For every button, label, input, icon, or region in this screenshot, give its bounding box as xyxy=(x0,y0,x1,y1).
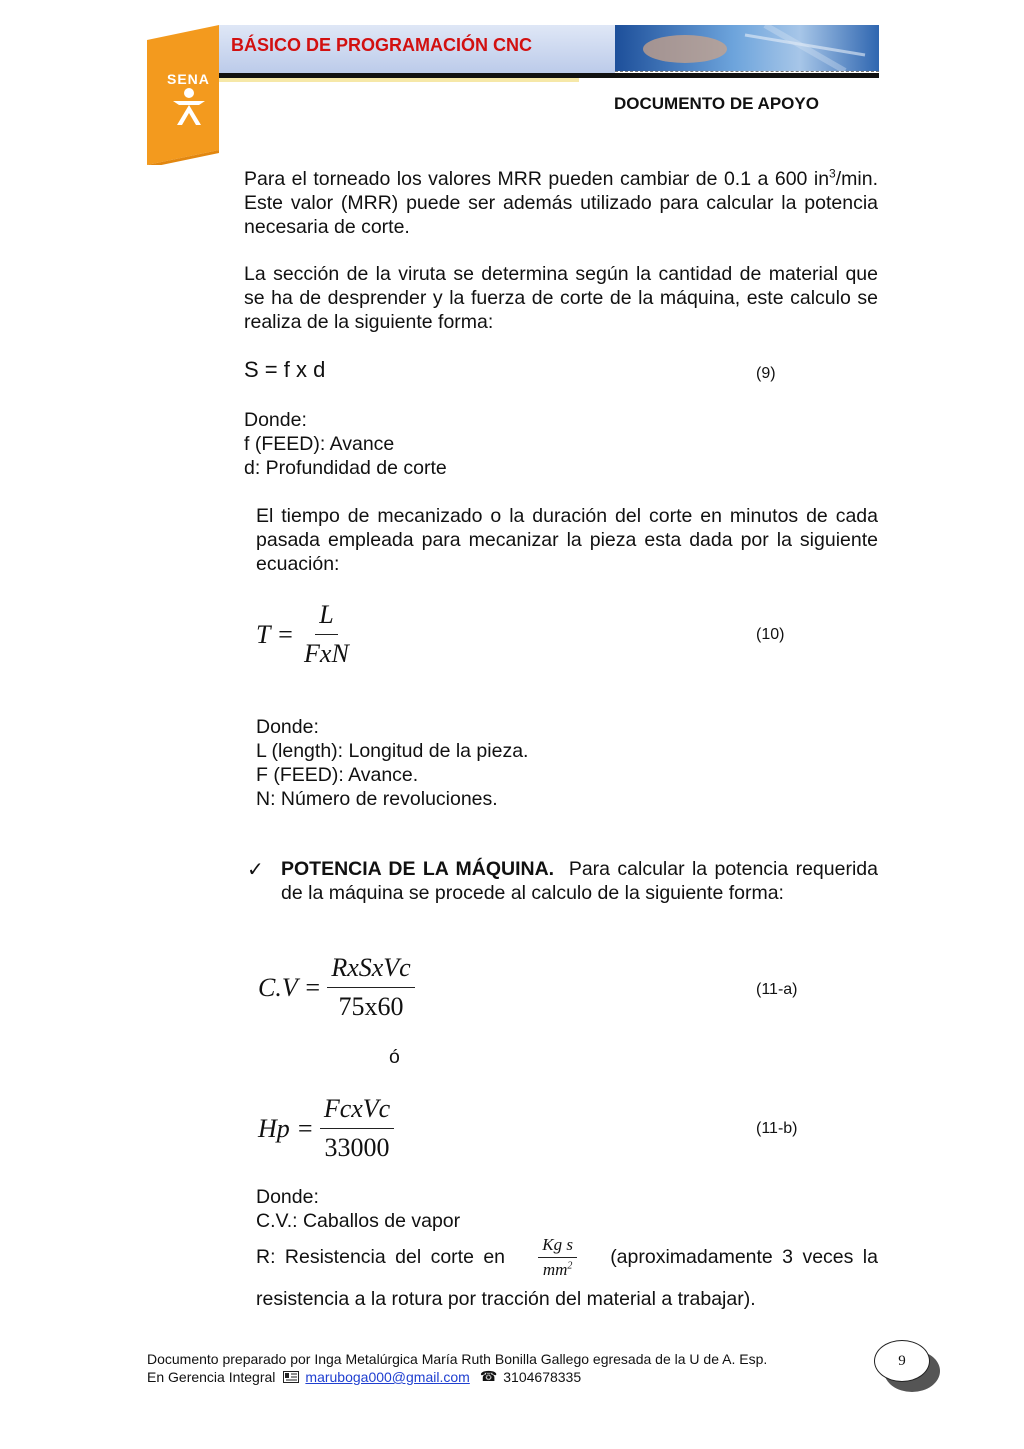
equation-10-numerator: L xyxy=(315,600,337,635)
resistance-unit-numerator: Kg s xyxy=(538,1235,577,1258)
equation-11a xyxy=(258,953,415,1022)
definition-feed-2: F (FEED): Avance. xyxy=(256,764,419,786)
equation-11b-fraction xyxy=(320,1094,394,1163)
footer-line-2 xyxy=(147,1369,581,1385)
equation-11a-numerator: RxSxVc xyxy=(327,953,414,988)
header-yellow-band xyxy=(219,78,579,82)
page-number: 9 xyxy=(898,1352,906,1369)
equation-11b xyxy=(258,1094,394,1163)
paragraph-machine-power: POTENCIA DE LA MÁQUINA. Para calcular la potencia requerida de la máquina se procede al calculo de la siguiente forma: xyxy=(281,858,878,904)
machine-power-heading: POTENCIA DE LA MÁQUINA. xyxy=(281,858,555,880)
equation-11a-number: (11-a) xyxy=(756,981,798,998)
document-subtitle: DOCUMENTO DE APOYO xyxy=(614,94,819,113)
definition-feed: f (FEED): Avance xyxy=(244,433,395,455)
equation-10-denominator: FxN xyxy=(304,639,349,668)
equation-10-fraction xyxy=(300,600,353,669)
equation-11b-lhs: Hp = xyxy=(258,1113,314,1143)
donde-label-3: Donde: xyxy=(256,1186,319,1208)
or-connector: ó xyxy=(389,1046,400,1068)
paragraph-chip-section: La sección de la viruta se determina según la cantidad de material que se ha de desprender y la fuerza de corte de la máquina, este calculo se realiza de la siguiente forma: xyxy=(244,263,878,333)
footer-line-1: Documento preparado por Inga Metalúrgica María Ruth Bonilla Gallego egresada de la U de A. Esp. xyxy=(147,1351,768,1367)
phone-icon: ☎ xyxy=(479,1369,498,1385)
resistance-text: R: Resistencia del corte en xyxy=(256,1246,506,1268)
equation-11a-lhs: C.V = xyxy=(258,972,322,1002)
donde-label-1: Donde: xyxy=(244,409,307,431)
page-number-badge xyxy=(874,1340,930,1382)
resistance-line xyxy=(256,1235,878,1280)
email-link[interactable]: maruboga000@gmail.com xyxy=(305,1369,470,1385)
resistance-note: (aproximadamente 3 veces la xyxy=(610,1246,878,1268)
title-text: BÁSICO DE PROGRAMACIÓN CNC xyxy=(231,35,533,55)
equation-9: S = f x d xyxy=(244,357,326,382)
contact-card-icon xyxy=(283,1371,299,1383)
equation-10 xyxy=(256,600,353,669)
equation-11b-number: (11-b) xyxy=(756,1120,798,1137)
equation-10-number: (10) xyxy=(756,626,785,643)
equation-11b-denominator: 33000 xyxy=(324,1133,390,1162)
definition-revolutions: N: Número de revoluciones. xyxy=(256,788,498,810)
equation-11b-numerator: FcxVc xyxy=(320,1094,394,1129)
equation-11a-denominator: 75x60 xyxy=(338,992,404,1021)
resistance-unit-fraction xyxy=(538,1235,577,1280)
equation-9-number: (9) xyxy=(756,365,776,382)
definition-depth: d: Profundidad de corte xyxy=(244,457,447,479)
resistance-unit-denominator: $mm^2$ xyxy=(542,1260,573,1279)
phone-number: 3104678335 xyxy=(503,1369,582,1385)
equation-10-lhs: T = xyxy=(256,619,295,649)
header-dotted-rule xyxy=(615,71,879,72)
equation-11a-fraction xyxy=(327,953,414,1022)
keyboard-hand-image xyxy=(615,25,879,71)
paragraph-machining-time: El tiempo de mecanizado o la duración del corte en minutos de cada pasada empleada para mecanizar la pieza esta dada por la siguiente ecuación: xyxy=(256,505,878,575)
donde-label-2: Donde: xyxy=(256,716,319,738)
footer-gerencia: En Gerencia Integral xyxy=(147,1369,276,1385)
checkmark-icon: ✓ xyxy=(247,857,264,881)
paragraph-mrr: Para el torneado los valores MRR pueden cambiar de 0.1 a 600 $in^3/\min$. Este valor (MRR) puede ser además utilizado para calcular la potencia necesaria de corte. xyxy=(244,166,878,238)
sena-figure-icon xyxy=(169,87,209,127)
definition-horsepower: C.V.: Caballos de vapor xyxy=(256,1210,461,1232)
resistance-continuation: resistencia a la rotura por tracción del material a trabajar). xyxy=(256,1288,756,1310)
sena-logo-text: SENA xyxy=(167,71,210,87)
definition-length: L (length): Longitud de la pieza. xyxy=(256,740,529,762)
